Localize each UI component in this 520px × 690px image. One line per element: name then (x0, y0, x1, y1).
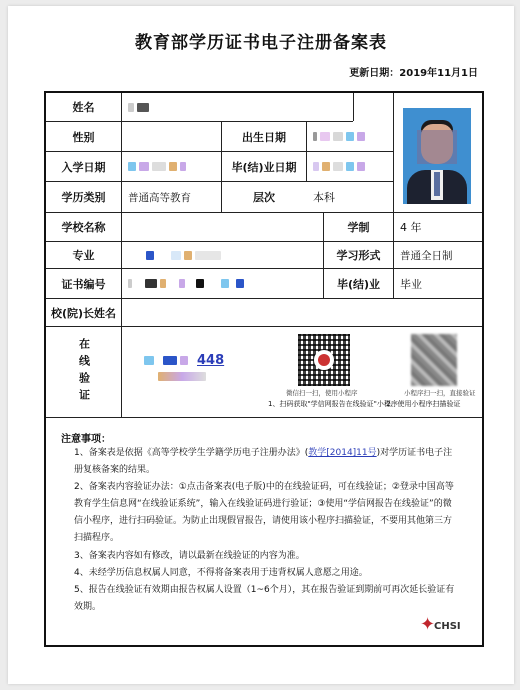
note-5: 5、报告在线验证有效期由报告权属人设置（1~6个月），其在报告验证到期前可再次延长验证有效期。 (74, 585, 455, 612)
qr1-caption: 微信扫一扫，使用小程序 (286, 389, 358, 397)
value-mode: 普通全日制 (400, 249, 453, 262)
step1-text: 1、扫码获取"学信网报告在线验证"小程序 (268, 400, 398, 408)
registration-table (44, 91, 484, 647)
label-school: 学校名称 (61, 221, 106, 234)
verify-qr-code-redacted[interactable] (411, 334, 457, 386)
label-cert-no: 证书编号 (61, 277, 106, 291)
label-category: 学历类别 (61, 191, 106, 204)
label-enroll: 入学日期 (61, 160, 106, 174)
page (8, 6, 514, 684)
value-category: 普通高等教育 (128, 191, 191, 204)
value-enroll-redacted (122, 152, 221, 181)
value-gender-redacted (122, 122, 221, 151)
step2-text: 2、使用小程序扫描验证 (386, 400, 461, 408)
label-birth: 出生日期 (242, 130, 286, 144)
chsi-logo (420, 615, 466, 639)
value-birth-redacted (307, 122, 393, 151)
label-major: 专业 (72, 249, 95, 262)
label-mode: 学习形式 (336, 249, 381, 262)
verify-code-redacted (158, 371, 210, 381)
label-grad-status: 毕(结)业 (336, 277, 381, 291)
note-2: 2、备案表内容验证办法：①点击备案表(电子版)中的在线验证码，可在线验证；②登录中国高等教育学生信息网“在线验证系统”，输入在线验证码进行验证；③使用“学信网报告在线验证”的微信小程序，进行扫码验证。为防止出现假冒报告，请使用该小程序扫描验证，不要用其他第三方扫描程序。 (74, 482, 454, 543)
label-gender: 性别 (72, 130, 95, 144)
qr2-caption: 小程序扫一扫，直接验证 (404, 389, 476, 397)
note-4: 4、未经学历信息权属人同意，不得将备案表用于违背权属人意愿之用途。 (74, 568, 368, 578)
chsi-logo-text: CHSI (434, 621, 461, 632)
value-grad-status: 毕业 (400, 277, 422, 291)
value-name-redacted (122, 93, 352, 121)
value-graduate-redacted (307, 152, 393, 181)
value-level: 本科 (313, 191, 335, 204)
notes-title: 注意事项： (61, 434, 111, 445)
miniprogram-qr-code[interactable] (298, 334, 350, 386)
value-cert-no-redacted (122, 269, 322, 298)
verify-code-tail[interactable]: 448 (197, 352, 225, 368)
label-principal: 校(院)长姓名 (50, 306, 117, 320)
policy-link[interactable]: 教学[2014]11号 (308, 448, 377, 458)
label-duration: 学制 (347, 221, 370, 234)
value-duration: 4 年 (400, 221, 422, 234)
verify-code-link[interactable] (144, 351, 264, 369)
value-major-redacted (122, 242, 322, 268)
label-graduate: 毕(结)业日期 (231, 160, 297, 174)
value-school-redacted (122, 213, 322, 241)
note-3: 3、备案表内容如有修改，请以最新在线验证的内容为准。 (74, 551, 305, 561)
chsi-logo-mark: ✦ (420, 614, 436, 635)
note-1: 1、备案表是依据《高等学校学生学籍学历电子注册办法》(教学[2014]11号)对学历证书电子注册复核备案的结果。 (74, 448, 453, 475)
label-name: 姓名 (72, 101, 95, 114)
update-date: 更新日期：2019年11月1日 (349, 68, 478, 79)
label-verify: 在线验证 (77, 338, 91, 406)
value-principal-redacted (122, 299, 482, 326)
label-level: 层次 (253, 191, 275, 204)
form-title: 教育部学历证书电子注册备案表 (135, 33, 387, 53)
student-photo-redacted (403, 108, 471, 204)
